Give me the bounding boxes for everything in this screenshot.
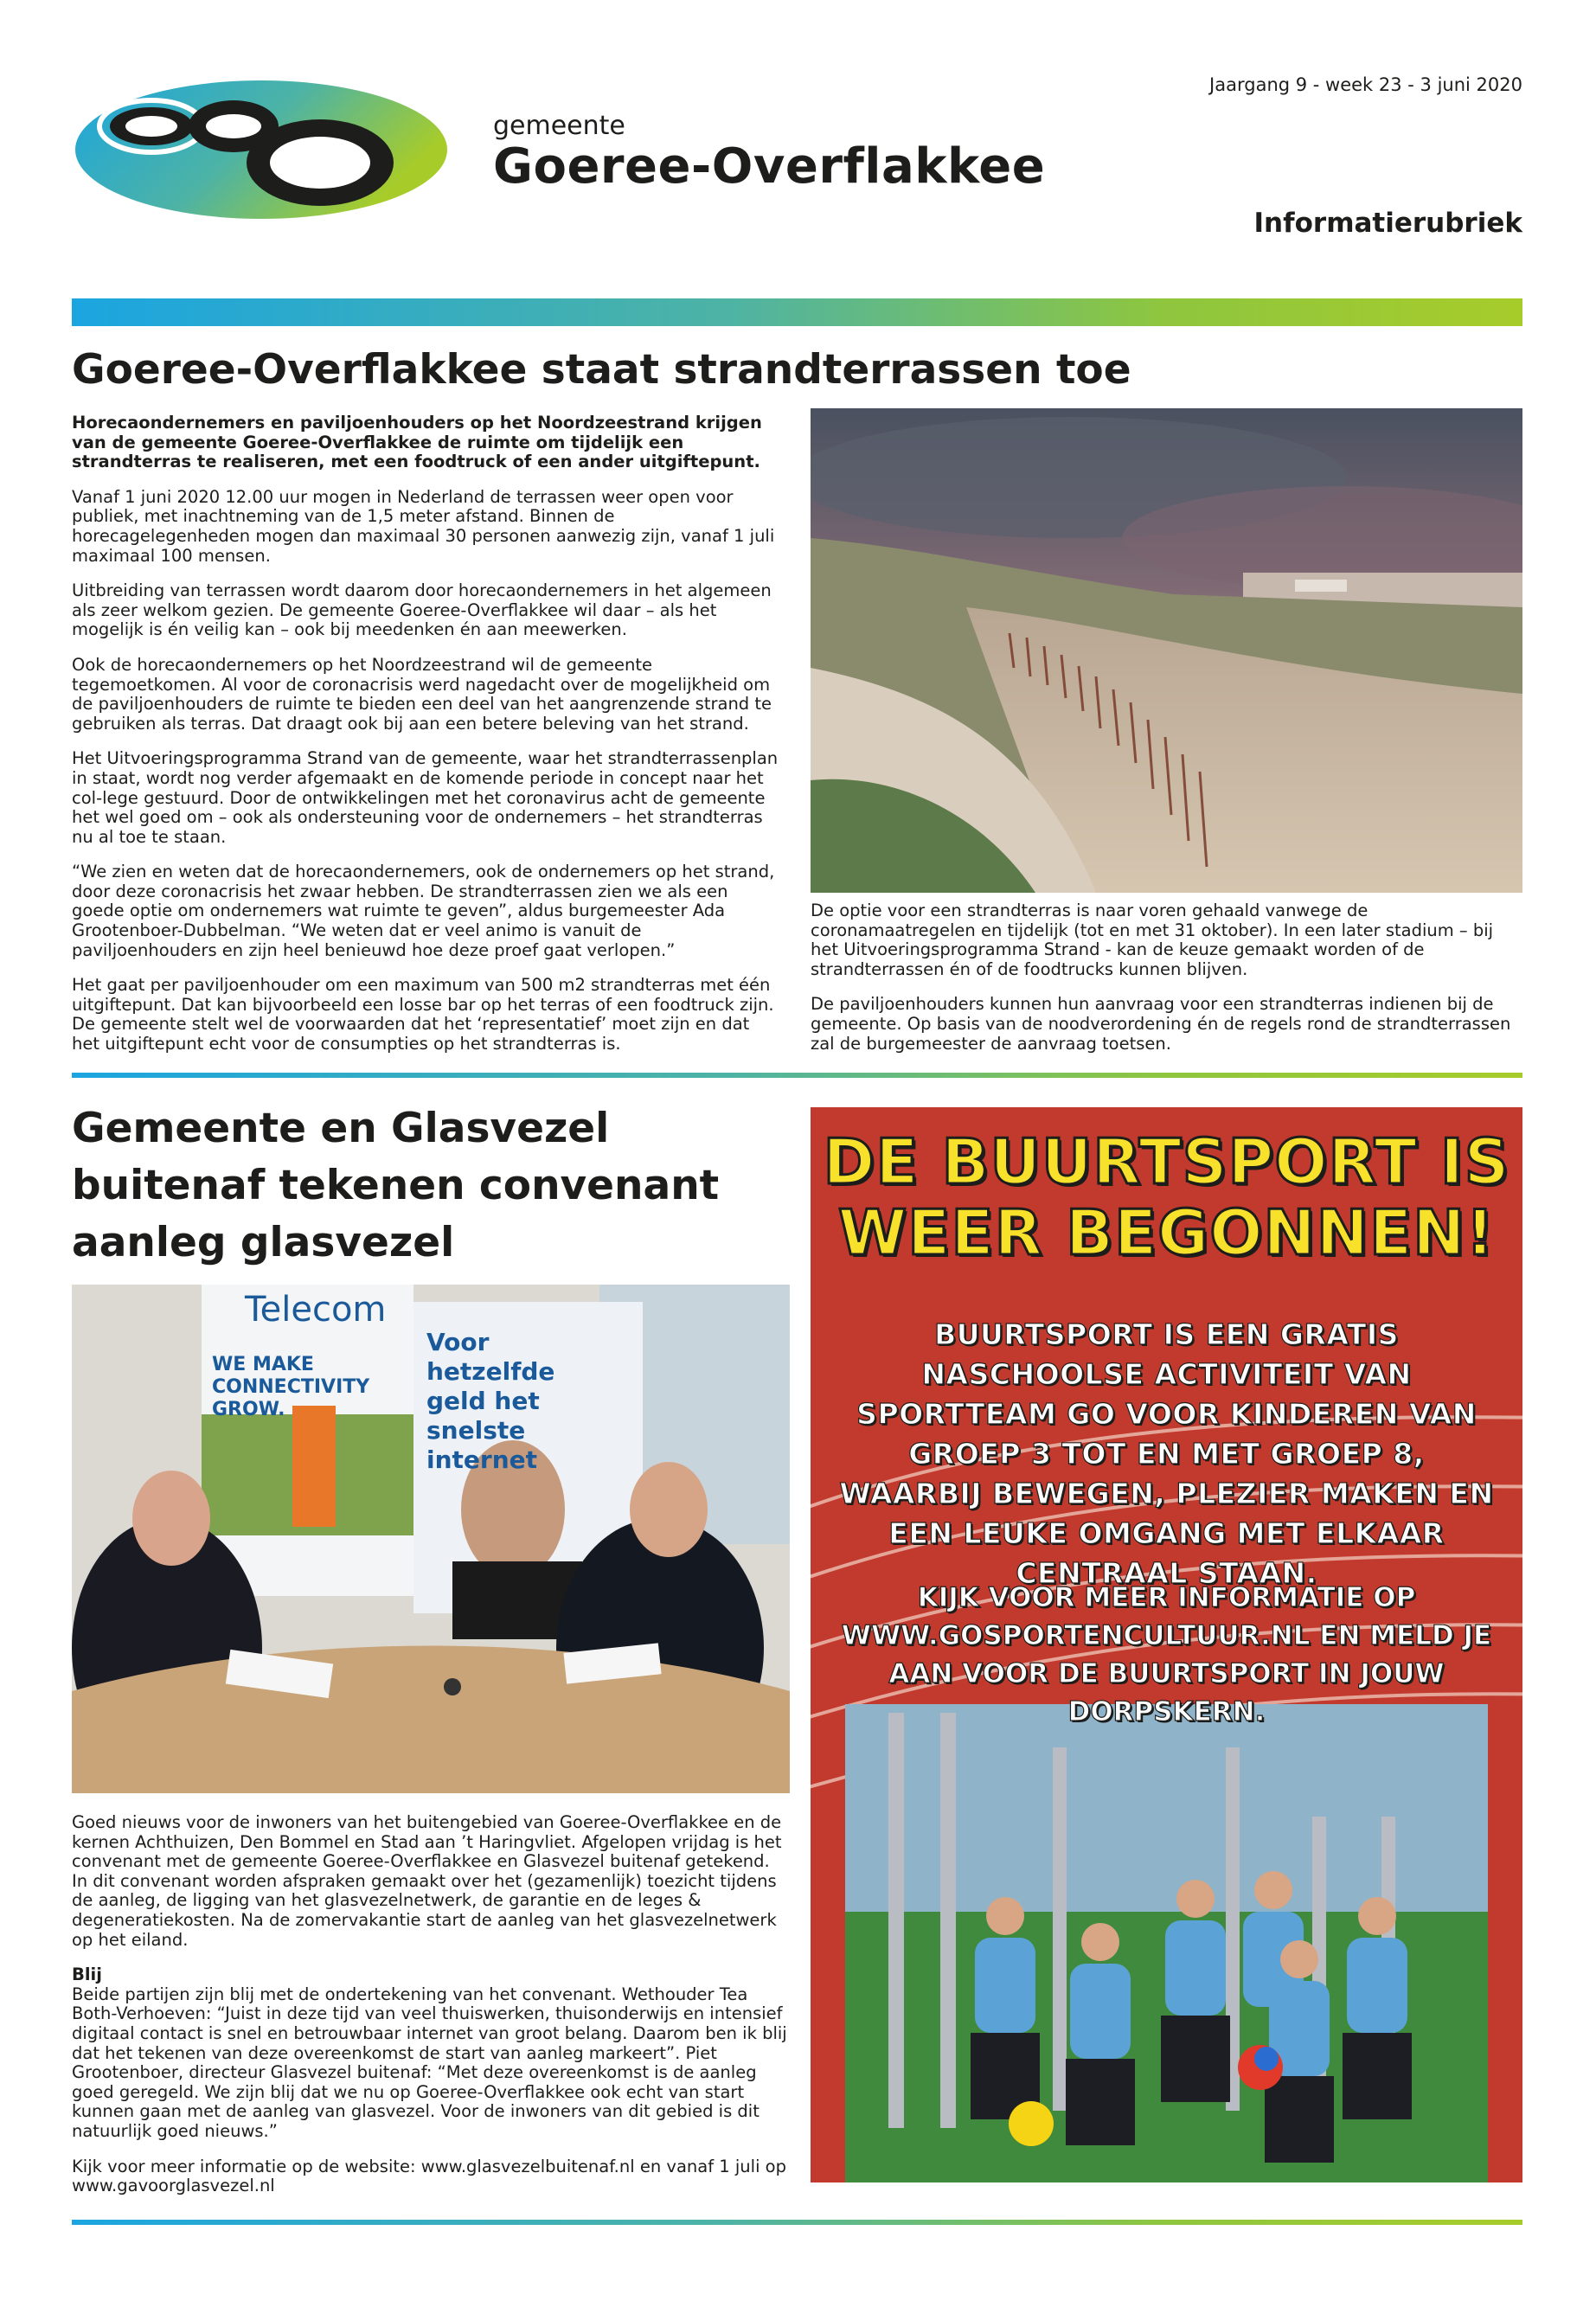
article1-paragraph: Het Uitvoeringsprogramma Strand van de gemeente, waar het strandterrassenplan in staat, wordt nog verder afgemaakt en de komende periode in concept naar het col-lege gestuurd. Door de ontwikkelingen met het coronavirus acht de gemeente het wel goed om – ook als ondersteuning voor de ondernemers – het strandterras nu al toe te staan. bbox=[72, 748, 779, 847]
header-gradient-bar bbox=[72, 298, 1522, 326]
article1-title: Goeree-Overflakkee staat strandterrassen toe bbox=[72, 346, 1131, 394]
telecom-banner-slogan: WE MAKE CONNECTIVITY GROW. bbox=[212, 1354, 370, 1420]
glasvezel-banner-slogan: Voor hetzelfde geld het snelste internet bbox=[426, 1328, 555, 1474]
article1-paragraph: Ook de horecaondernemers op het Noordzeestrand wil de gemeente tegemoetkomen. Al voor de coronacrisis werd nagedacht over de mogelijkheid om de paviljoenhouders de ruimte te bieden een deel van het aangrenzende strand te gebruiken als terras. Dat draagt ook bij aan een betere beleving van het strand. bbox=[72, 654, 772, 734]
poster-body: BUURTSPORT IS EEN GRATIS NASCHOOLSE ACTIVITEIT VAN SPORTTEAM GO VOOR KINDEREN VAN GROEP 3 TOT EN MET GROEP 8, WAARBIJ BEWEGEN, PLEZIER MAKEN EN EEN LEUKE OMGANG MET ELKAAR CENTRAAL STAAN. bbox=[839, 1317, 1494, 1590]
article1-right-column bbox=[811, 901, 1522, 1069]
org-prefix: gemeente bbox=[493, 111, 625, 141]
article1-left-column bbox=[72, 413, 781, 1070]
org-name: Goeree-Overflakkee bbox=[493, 138, 1046, 195]
article1-paragraph: Uitbreiding van terrassen wordt daarom door horecaondernemers in het algemeen als zeer welkom gezien. De gemeente Goeree-Overflakkee wil daar – als het mogelijk is én veilig kan – ook bij meedenken én aan meewerken. bbox=[72, 580, 772, 640]
poster-title: DE BUURTSPORT IS WEER BEGONNEN! bbox=[823, 1125, 1510, 1269]
article2-subheading: Blij bbox=[72, 1965, 102, 1985]
buurtsport-poster bbox=[811, 1107, 1522, 2182]
article2-column bbox=[72, 1813, 790, 2212]
article1-paragraph: Het gaat per paviljoenhouder om een maximum van 500 m2 strandterras met één uitgiftepunt. Dat kan bijvoorbeeld een losse bar op het terras of een foodtruck zijn. De gemeente stelt wel de voorwaarden dat het ‘representatief’ moet zijn en dat het uitgiftepunt echt voor de consumpties op het strandterras is. bbox=[72, 975, 774, 1054]
poster-cta: KIJK VOOR MEER INFORMATIE OP WWW.GOSPORTENCULTUUR.NL EN MELD JE AAN VOOR DE BUURTSPORT IN JOUW DORPSKERN. bbox=[841, 1582, 1492, 1727]
article1-paragraph: De optie voor een strandterras is naar voren gehaald vanwege de coronamaatregelen en tijdelijk (tot en met 31 oktober). In een later stadium – bij het Uitvoeringsprogramma Strand - kan de keuze gemaakt worden of de strandterrassen én of de foodtrucks kunnen blijven. bbox=[811, 901, 1494, 979]
section-divider bbox=[72, 1073, 1522, 1078]
article2-paragraph: Beide partijen zijn blij met de ondertekening van het convenant. Wethouder Tea Both-Verhoeven: “Juist in deze tijd van veel thuiswerken, thuisonderwijs en intensief digitaal contact is snel en betrouwbaar internet van groot belang. Daarom ben ik blij dat het tekenen van deze overeenkomst de start van aanleg markeert”. Piet Grootenboer, directeur Glasvezel buitenaf: “Met deze overeenkomst is de aanleg goed geregeld. We zijn blij dat we nu op Goeree-Overflakkee ook echt van start kunnen gaan met de aanleg van glasvezel. Voor de inwoners van dit gebied is dit natuurlijk goed nieuws.” bbox=[72, 1984, 787, 2141]
signing-photo bbox=[72, 1285, 790, 1793]
footer-divider bbox=[72, 2220, 1522, 2225]
telecom-banner-brand: Telecom bbox=[245, 1290, 387, 1330]
article2-paragraph: Kijk voor meer informatie op de website: www.glasvezelbuitenaf.nl en vanaf 1 juli op www.gavoorglasvezel.nl bbox=[72, 2156, 786, 2196]
article1-paragraph: De paviljoenhouders kunnen hun aanvraag voor een strandterras indienen bij de gemeente. Op basis van de noodverordening én de regels rond de strandterrassen zal de burgemeester de aanvraag toetsen. bbox=[811, 994, 1511, 1054]
article2-title: Gemeente en Glasvezel buitenaf tekenen convenant aanleg glasvezel bbox=[72, 1105, 720, 1266]
article2-paragraph: Goed nieuws voor de inwoners van het buitengebied van Goeree-Overflakkee en de kernen Achthuizen, Den Bommel en Stad aan ’t Haringvliet. Afgelopen vrijdag is het convenant met de gemeente Goeree-Overflakkee en Glasvezel buitenaf getekend. In dit convenant worden afspraken gemaakt over het (gezamenlijk) toezicht tijdens de aanleg, de ligging van het glasvezelnetwerk, de garantie en de leges & degeneratiekosten. Na de zomervakantie start de aanleg van het glasvezelnetwerk op het eiland. bbox=[72, 1812, 782, 1950]
article1-paragraph: Vanaf 1 juni 2020 12.00 uur mogen in Nederland de terrassen weer open voor publiek, met inachtneming van de 1,5 meter afstand. Binnen de horecagelegenheden mogen dan maximaal 30 personen aanwezig zijn, vanaf 1 juli maximaal 100 mensen. bbox=[72, 486, 775, 566]
rubric-title: Informatierubriek bbox=[1253, 208, 1522, 239]
article1-lead: Horecaondernemers en paviljoenhouders op het Noordzeestrand krijgen van de gemeente Goeree-Overflakkee de ruimte om tijdelijk een strandterras te realiseren, met een foodtruck of een ander uitgiftepunt. bbox=[72, 413, 762, 472]
article1-paragraph: “We zien en weten dat de horecaondernemers, ook de ondernemers op het strand, door deze coronacrisis het zwaar hebben. De strandterrassen zien we als een goede optie om ondernemers wat ruimte te geven”, aldus burgemeester Ada Grootenboer-Dubbelman. “We weten dat er veel animo is vanuit de paviljoenhouders en zijn heel benieuwd hoe deze proef gaat verlopen.” bbox=[72, 862, 775, 960]
municipality-logo bbox=[69, 76, 454, 223]
issue-info: Jaargang 9 - week 23 - 3 juni 2020 bbox=[1209, 74, 1522, 95]
beach-photo bbox=[811, 408, 1522, 893]
